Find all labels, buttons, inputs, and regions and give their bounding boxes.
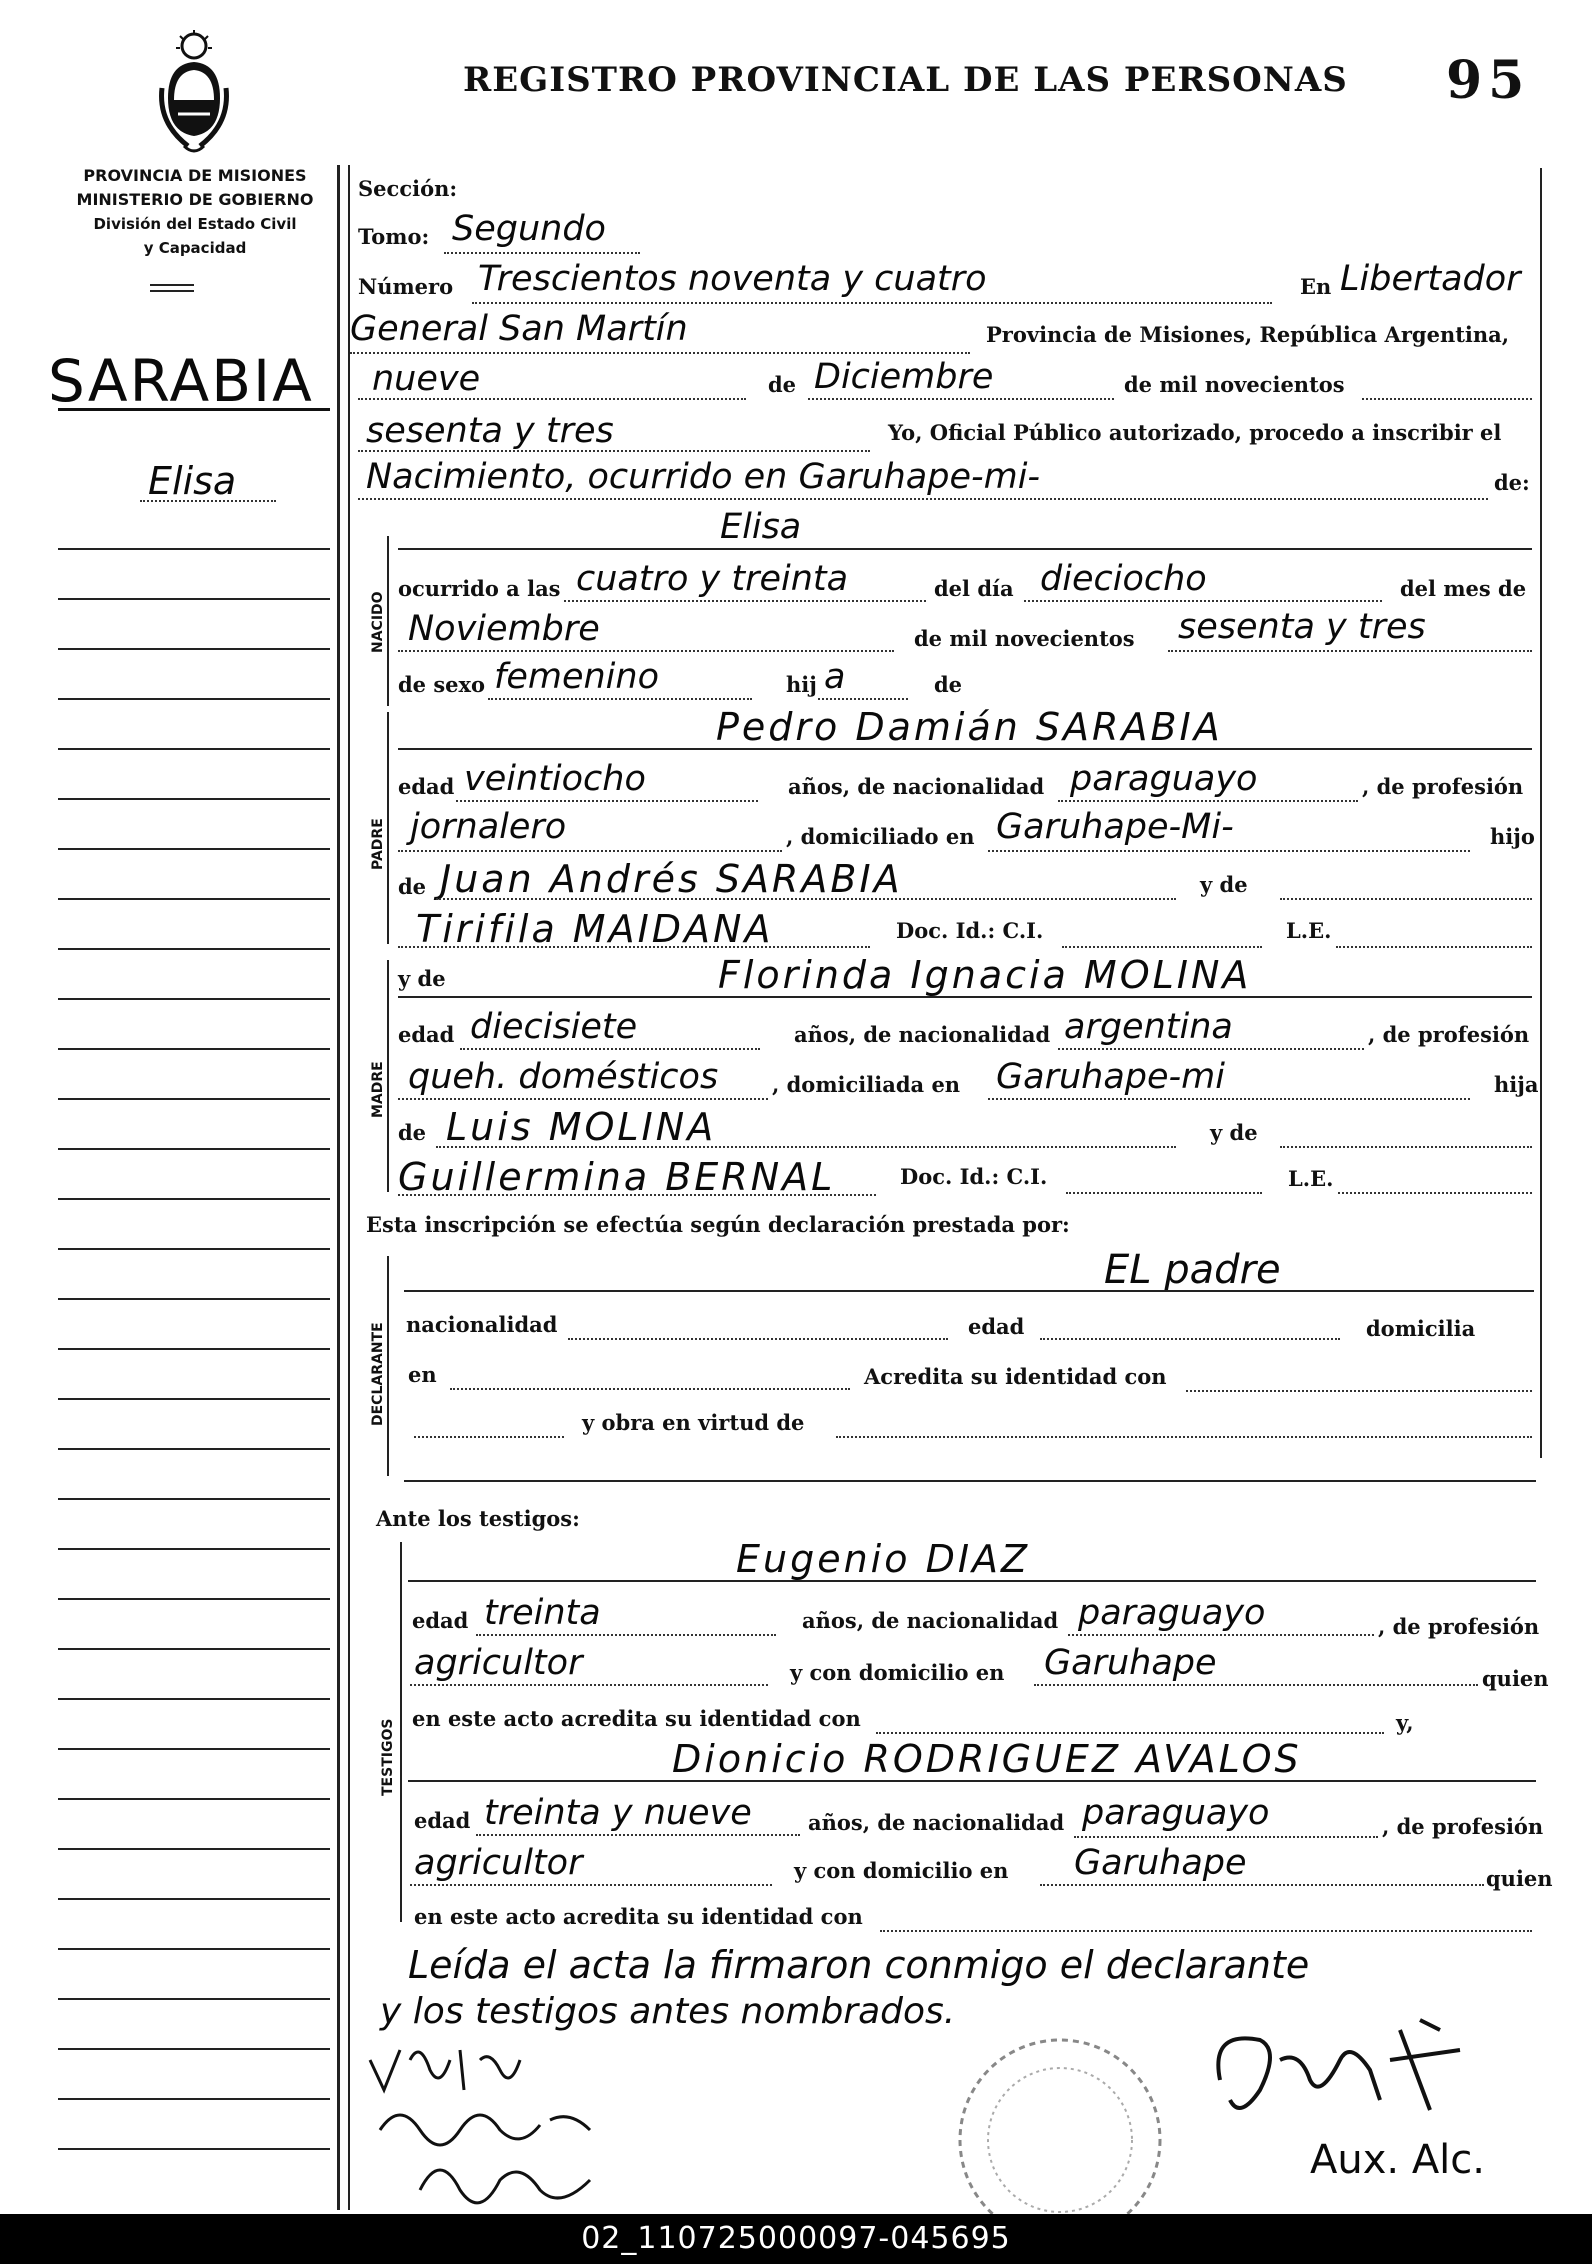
margin-ruled-line xyxy=(58,1448,330,1450)
section-declarante-label: DECLARANTE xyxy=(370,1322,386,1426)
label-t1-en-este-acto: en este acto acredita su identidad con xyxy=(412,1706,861,1731)
margin-ruled-line xyxy=(58,748,330,750)
page-number: 95 xyxy=(1446,50,1531,111)
section-testigos-label: TESTIGOS xyxy=(380,1718,396,1796)
margin-ruled-line xyxy=(58,648,330,650)
label-de-mil: de mil novecientos xyxy=(1124,372,1345,397)
label-t1-quien: quien xyxy=(1482,1666,1549,1691)
label-padre-anios: años, de nacionalidad xyxy=(788,774,1045,799)
value-numero: Trescientos noventa y cuatro xyxy=(478,259,987,299)
issuer-ministry: MINISTERIO DE GOBIERNO xyxy=(76,190,314,209)
label-madre-le: L.E. xyxy=(1288,1166,1334,1191)
margin-ruled-line xyxy=(58,1998,330,2000)
label-t1-y: y, xyxy=(1396,1710,1414,1735)
margin-ruled-line xyxy=(58,598,330,600)
margin-surname: SARABIA xyxy=(48,347,314,415)
value-testigo2-domicilio: Garuhape xyxy=(1074,1843,1247,1883)
margin-ruled-line xyxy=(58,1298,330,1300)
section-padre-label: PADRE xyxy=(370,818,386,870)
label-t2-profesion: , de profesión xyxy=(1382,1814,1544,1839)
margin-ruled-line xyxy=(58,1098,330,1100)
label-del-dia: del día xyxy=(934,576,1014,601)
closing-line1: Leída el acta la firmaron conmigo el declarante xyxy=(408,1943,1310,1987)
official-seal-icon xyxy=(930,2030,1190,2230)
label-padre-le: L.E. xyxy=(1286,918,1332,943)
margin-ruled-line xyxy=(58,1898,330,1900)
value-padre-edad: veintiocho xyxy=(464,759,646,799)
value-madre-domicilio: Garuhape-mi xyxy=(996,1057,1225,1097)
value-madre-edad: diecisiete xyxy=(470,1007,638,1047)
label-t1-anios: años, de nacionalidad xyxy=(802,1608,1059,1633)
value-lugar-cont: General San Martín xyxy=(350,309,688,349)
margin-surname-rule xyxy=(58,408,330,411)
label-t1-edad: edad xyxy=(412,1608,469,1633)
closing-aux: Aux. Alc. xyxy=(1310,2137,1485,2183)
value-madre-profesion: queh. domésticos xyxy=(408,1057,719,1097)
coat-of-arms-icon xyxy=(158,28,230,158)
label-t2-anios: años, de nacionalidad xyxy=(808,1810,1065,1835)
label-decl-en: en xyxy=(408,1362,437,1387)
value-testigo2-profesion: agricultor xyxy=(414,1843,583,1883)
value-sexo: femenino xyxy=(494,657,659,697)
label-padre-profesion: , de profesión xyxy=(1362,774,1524,799)
form-right-rule xyxy=(1540,168,1542,1458)
margin-ruled-line xyxy=(58,1048,330,1050)
label-de-hijo: de xyxy=(934,672,963,697)
value-mes-nac: Noviembre xyxy=(408,609,600,649)
value-dia-nac: dieciocho xyxy=(1040,559,1207,599)
margin-ruled-line xyxy=(58,698,330,700)
margin-ruled-line xyxy=(58,2098,330,2100)
value-testigo2-nombre: Dionicio RODRIGUEZ AVALOS xyxy=(672,1737,1302,1781)
label-padre-y-de: y de xyxy=(1200,872,1248,897)
value-testigo1-profesion: agricultor xyxy=(414,1643,583,1683)
margin-ruled-line xyxy=(58,1198,330,1200)
value-mes: Diciembre xyxy=(814,357,994,397)
label-madre-hija: hija xyxy=(1494,1072,1539,1097)
footer-doc-id: 02_110725000097-045695 xyxy=(581,2221,1011,2256)
value-hij-suffix: a xyxy=(824,657,846,697)
margin-ruled-line xyxy=(58,998,330,1000)
margin-ruled-line xyxy=(58,2148,330,2150)
label-madre-y-de2: y de xyxy=(1210,1120,1258,1145)
value-madre-madre: Guillermina BERNAL xyxy=(398,1155,836,1199)
label-del-mes: del mes de xyxy=(1400,576,1527,601)
value-nombre: Elisa xyxy=(720,507,802,547)
label-de-mes: de xyxy=(768,372,797,397)
value-padre-madre: Tirifila MAIDANA xyxy=(416,907,774,951)
value-testigo2-nacionalidad: paraguayo xyxy=(1082,1793,1270,1833)
issuer-province: PROVINCIA DE MISIONES xyxy=(83,166,307,185)
value-padre-domicilio: Garuhape-Mi- xyxy=(996,807,1234,847)
officer-signature-icon xyxy=(1200,2000,1480,2140)
margin-given-name: Elisa xyxy=(148,459,237,503)
label-provincia: Provincia de Misiones, República Argentina, xyxy=(986,322,1510,347)
label-decl-acredita: Acredita su identidad con xyxy=(864,1364,1167,1389)
witness-signatures-icon xyxy=(360,2030,700,2230)
value-madre-nombre: Florinda Ignacia MOLINA xyxy=(718,953,1252,997)
value-testigo1-edad: treinta xyxy=(484,1593,601,1633)
closing-line2: y los testigos antes nombrados. xyxy=(380,1991,956,2032)
label-padre-doc: Doc. Id.: C.I. xyxy=(896,918,1044,943)
label-madre-y-de: y de xyxy=(398,966,446,991)
value-inscribe: Nacimiento, ocurrido en Garuhape-mi- xyxy=(366,457,1041,497)
label-decl-edad: edad xyxy=(968,1314,1025,1339)
margin-ruled-line xyxy=(58,798,330,800)
value-testigo1-nacionalidad: paraguayo xyxy=(1078,1593,1266,1633)
margin-ruled-line xyxy=(58,548,330,550)
label-ocurrido: ocurrido a las xyxy=(398,576,561,601)
label-inscripcion: Esta inscripción se efectúa según declaración prestada por: xyxy=(366,1212,1070,1237)
margin-ruled-line xyxy=(58,848,330,850)
label-madre-anios: años, de nacionalidad xyxy=(794,1022,1051,1047)
label-decl-y-obra: y obra en virtud de xyxy=(582,1410,805,1435)
value-anio: sesenta y tres xyxy=(366,411,614,451)
margin-ruled-line xyxy=(58,1798,330,1800)
value-tomo: Segundo xyxy=(452,209,606,249)
label-yo-oficial: Yo, Oficial Público autorizado, procedo a inscribir el xyxy=(888,420,1502,445)
margin-ruled-line xyxy=(58,1648,330,1650)
label-madre-edad: edad xyxy=(398,1022,455,1047)
label-madre-profesion: , de profesión xyxy=(1368,1022,1530,1047)
label-tomo: Tomo: xyxy=(358,224,430,249)
label-t2-domicilio: y con domicilio en xyxy=(794,1858,1009,1883)
label-madre-doc: Doc. Id.: C.I. xyxy=(900,1164,1048,1189)
margin-ruled-line xyxy=(58,1598,330,1600)
issuer-division: División del Estado Civil xyxy=(93,215,297,233)
label-padre-domicilio: , domiciliado en xyxy=(786,824,975,849)
margin-ruled-line xyxy=(58,1498,330,1500)
margin-ruled-line xyxy=(58,1948,330,1950)
value-testigo2-edad: treinta y nueve xyxy=(484,1793,752,1833)
label-de-colon: de: xyxy=(1494,470,1530,495)
label-de-sexo: de sexo xyxy=(398,672,486,697)
label-padre-de: de xyxy=(398,874,427,899)
footer-bar xyxy=(0,2214,1592,2264)
label-t2-quien: quien xyxy=(1486,1866,1553,1891)
label-de-mil-nov: de mil novecientos xyxy=(914,626,1135,651)
label-decl-domicilia: domicilia xyxy=(1366,1316,1476,1341)
value-dia: nueve xyxy=(372,359,481,399)
margin-ruled-line xyxy=(58,1698,330,1700)
label-madre-domicilio: , domiciliada en xyxy=(772,1072,961,1097)
label-madre-de: de xyxy=(398,1120,427,1145)
value-padre-profesion: jornalero xyxy=(410,807,567,847)
value-anio-nac: sesenta y tres xyxy=(1178,607,1426,647)
margin-ruled-line xyxy=(58,1248,330,1250)
section-madre-label: MADRE xyxy=(370,1061,386,1118)
label-en: En xyxy=(1300,274,1332,299)
label-t1-profesion: , de profesión xyxy=(1378,1614,1540,1639)
margin-ruled-line xyxy=(58,948,330,950)
value-testigo1-domicilio: Garuhape xyxy=(1044,1643,1217,1683)
margin-ruled-line xyxy=(58,1748,330,1750)
margin-ruled-line xyxy=(58,1848,330,1850)
label-padre-edad: edad xyxy=(398,774,455,799)
value-padre-nacionalidad: paraguayo xyxy=(1070,759,1258,799)
label-t2-edad: edad xyxy=(414,1808,471,1833)
value-padre-padre: Juan Andrés SARABIA xyxy=(440,857,903,901)
issuer-divider xyxy=(150,284,194,292)
margin-ruled-line xyxy=(58,898,330,900)
value-en-lugar: Libertador xyxy=(1340,259,1521,299)
issuer-capacity: y Capacidad xyxy=(143,239,247,257)
label-decl-nacionalidad: nacionalidad xyxy=(406,1312,558,1337)
margin-rule xyxy=(337,165,340,2210)
margin-ruled-line xyxy=(58,2048,330,2050)
form-left-rule xyxy=(348,165,350,2210)
value-padre-nombre: Pedro Damián SARABIA xyxy=(716,705,1223,749)
value-madre-padre: Luis MOLINA xyxy=(446,1105,717,1149)
label-numero: Número xyxy=(358,274,454,299)
margin-ruled-line xyxy=(58,1548,330,1550)
value-declarante: EL padre xyxy=(1104,1247,1281,1293)
label-hij: hij xyxy=(786,672,817,697)
margin-ruled-line xyxy=(58,1148,330,1150)
page-title: REGISTRO PROVINCIAL DE LAS PERSONAS xyxy=(463,60,1348,100)
value-madre-nacionalidad: argentina xyxy=(1064,1007,1233,1047)
value-testigo1-nombre: Eugenio DIAZ xyxy=(736,1537,1031,1581)
margin-ruled-line xyxy=(58,1398,330,1400)
label-padre-hijo: hijo xyxy=(1490,824,1535,849)
label-seccion: Sección: xyxy=(358,176,458,201)
value-hora: cuatro y treinta xyxy=(576,559,849,599)
label-t1-domicilio: y con domicilio en xyxy=(790,1660,1005,1685)
margin-ruled-line xyxy=(58,1348,330,1350)
label-t2-en-este-acto: en este acto acredita su identidad con xyxy=(414,1904,863,1929)
section-nacido-label: NACIDO xyxy=(370,591,386,653)
label-ante-testigos: Ante los testigos: xyxy=(376,1506,580,1531)
